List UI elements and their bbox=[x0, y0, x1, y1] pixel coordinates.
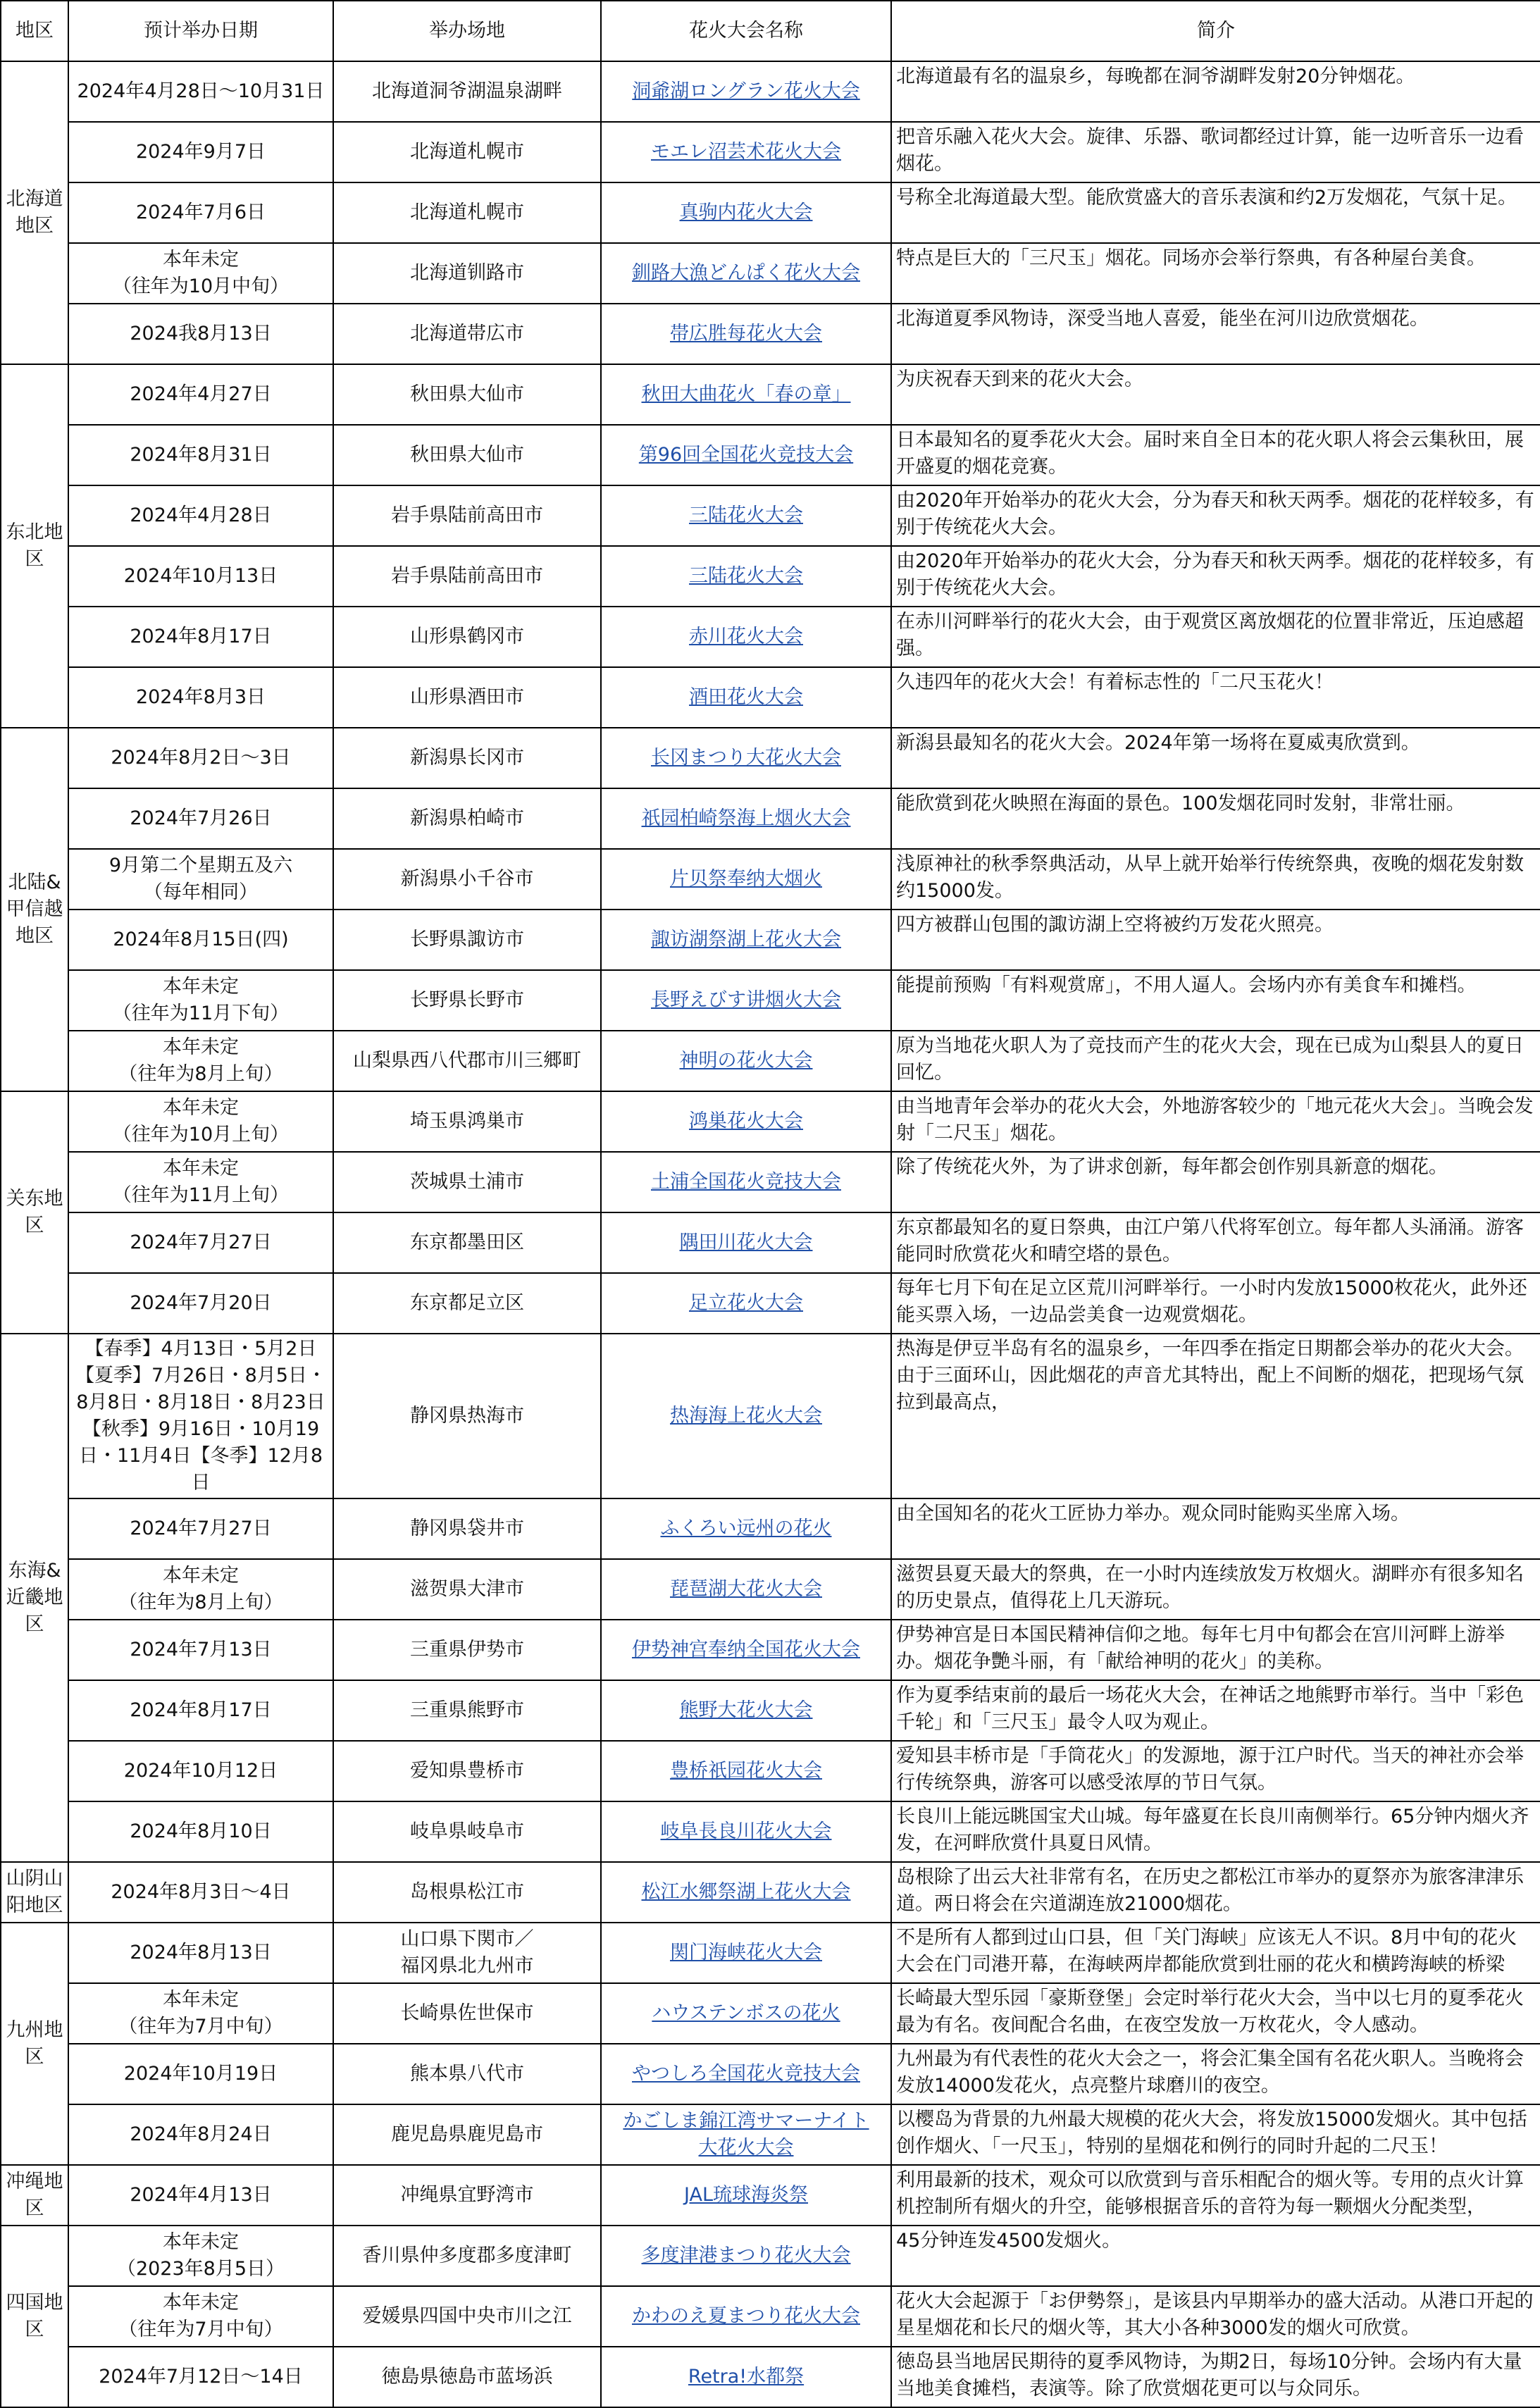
date-cell: 2024年8月3日 bbox=[68, 667, 333, 728]
intro-cell: 长良川上能远眺国宝犬山城。每年盛夏在长良川南侧举行。65分钟内烟火齐发，在河畔欣赏什具夏日风情。 bbox=[891, 1801, 1540, 1862]
venue-cell: 山形県鹤冈市 bbox=[333, 607, 601, 667]
intro-cell: 滋贺县夏天最大的祭典，在一小时内连续放发万枚烟火。湖畔亦有很多知名的历史景点，值得花上几天游玩。 bbox=[891, 1559, 1540, 1620]
table-row bbox=[1, 970, 1540, 1031]
intro-cell: 岛根除了出云大社非常有名，在历史之都松江市举办的夏祭亦为旅客津津乐道。两日将会在宍道湖连放21000烟花。 bbox=[891, 1862, 1540, 1923]
table-row bbox=[1, 1862, 1540, 1923]
header-venue: 举办场地 bbox=[333, 1, 601, 61]
date-cell: 2024年8月2日～3日 bbox=[68, 728, 333, 788]
venue-cell: 北海道钏路市 bbox=[333, 243, 601, 304]
intro-cell: 除了传统花火外，为了讲求创新，每年都会创作别具新意的烟花。 bbox=[891, 1152, 1540, 1212]
table-row bbox=[1, 728, 1540, 788]
venue-cell: 徳島県徳島市蓝场浜 bbox=[333, 2347, 601, 2407]
event-name-link[interactable]: 洞爺湖ロングラン花火大会 bbox=[601, 61, 891, 122]
date-cell: 2024年4月13日 bbox=[68, 2165, 333, 2226]
date-cell: 2024年10月19日 bbox=[68, 2044, 333, 2104]
region-cell: 东海&近畿地区 bbox=[1, 1334, 68, 1862]
event-name-link[interactable]: 隅田川花火大会 bbox=[601, 1212, 891, 1273]
header-date: 预计举办日期 bbox=[68, 1, 333, 61]
event-name-link[interactable]: 酒田花火大会 bbox=[601, 667, 891, 728]
table-row bbox=[1, 425, 1540, 485]
event-name-link[interactable]: やつしろ全国花火竞技大会 bbox=[601, 2044, 891, 2104]
date-cell: 2024我8月13日 bbox=[68, 304, 333, 364]
date-cell: 本年未定 （往年为8月上旬） bbox=[68, 1559, 333, 1620]
intro-cell: 徳岛县当地居民期待的夏季风物诗，为期2日，每场10分钟。会场内有大量当地美食摊档，表演等。除了欣赏烟花更可以与众同乐。 bbox=[891, 2347, 1540, 2407]
date-cell: 2024年8月15日(四) bbox=[68, 910, 333, 970]
intro-cell: 原为当地花火职人为了竞技而产生的花火大会，现在已成为山梨县人的夏日回忆。 bbox=[891, 1031, 1540, 1091]
table-row bbox=[1, 1559, 1540, 1620]
date-cell: 2024年7月26日 bbox=[68, 788, 333, 849]
venue-cell: 秋田県大仙市 bbox=[333, 364, 601, 425]
date-cell: 2024年4月28日～10月31日 bbox=[68, 61, 333, 122]
region-cell: 四国地区 bbox=[1, 2226, 68, 2407]
region-cell: 冲绳地区 bbox=[1, 2165, 68, 2226]
venue-cell: 长野県諏访市 bbox=[333, 910, 601, 970]
date-cell: 2024年8月3日～4日 bbox=[68, 1862, 333, 1923]
event-name-link[interactable]: モエレ沼芸术花火大会 bbox=[601, 122, 891, 182]
intro-cell: 长崎最大型乐园「豪斯登堡」会定时举行花火大会，当中以七月的夏季花火最为有名。夜间配合名曲，在夜空发放一万枚花火，令人感动。 bbox=[891, 1983, 1540, 2044]
venue-cell: 东京都足立区 bbox=[333, 1273, 601, 1334]
event-name-link[interactable]: 真驹内花火大会 bbox=[601, 182, 891, 243]
venue-cell: 岩手県陆前高田市 bbox=[333, 546, 601, 607]
header-event-name: 花火大会名称 bbox=[601, 1, 891, 61]
event-name-link[interactable]: 神明の花火大会 bbox=[601, 1031, 891, 1091]
date-cell: 2024年8月24日 bbox=[68, 2104, 333, 2165]
header-intro: 简介 bbox=[891, 1, 1540, 61]
intro-cell: 不是所有人都到过山口县，但「关门海峡」应该无人不识。8月中旬的花火大会在门司港开幕，在海峡两岸都能欣赏到壮丽的花火和横跨海峡的桥梁 bbox=[891, 1923, 1540, 1983]
header-region: 地区 bbox=[1, 1, 68, 61]
date-cell: 本年未定 （往年为10月中旬） bbox=[68, 243, 333, 304]
header-row bbox=[1, 1, 1540, 61]
date-cell: 2024年8月17日 bbox=[68, 1680, 333, 1741]
venue-cell: 北海道札幌市 bbox=[333, 122, 601, 182]
table-row bbox=[1, 849, 1540, 910]
date-cell: 本年未定 （往年为11月上旬） bbox=[68, 1152, 333, 1212]
venue-cell: 山梨県西八代郡市川三郷町 bbox=[333, 1031, 601, 1091]
intro-cell: 以樱岛为背景的九州最大规模的花火大会，将发放15000发烟火。其中包括创作烟火、「一尺玉」，特别的星烟花和例行的同时升起的二尺玉！ bbox=[891, 2104, 1540, 2165]
table-row bbox=[1, 364, 1540, 425]
intro-cell: 把音乐融入花火大会。旋律、乐器、歌词都经过计算，能一边听音乐一边看烟花。 bbox=[891, 122, 1540, 182]
date-cell: 2024年7月6日 bbox=[68, 182, 333, 243]
event-name-link[interactable]: 熊野大花火大会 bbox=[601, 1680, 891, 1741]
event-name-link[interactable]: かごしま錦江湾サマーナイト 大花火大会 bbox=[601, 2104, 891, 2165]
date-cell: 本年未定 （往年为10月上旬） bbox=[68, 1091, 333, 1152]
table-row bbox=[1, 910, 1540, 970]
venue-cell: 埼玉県鸿巣市 bbox=[333, 1091, 601, 1152]
intro-cell: 四方被群山包围的諏访湖上空将被约万发花火照亮。 bbox=[891, 910, 1540, 970]
intro-cell: 由2020年开始举办的花火大会，分为春天和秋天两季。烟花的花样较多，有别于传统花火大会。 bbox=[891, 546, 1540, 607]
intro-cell: 新潟县最知名的花火大会。2024年第一场将在夏威夷欣赏到。 bbox=[891, 728, 1540, 788]
event-name-link[interactable]: 三陆花火大会 bbox=[601, 546, 891, 607]
venue-cell: 山形県酒田市 bbox=[333, 667, 601, 728]
table-row bbox=[1, 243, 1540, 304]
intro-cell: 45分钟连发4500发烟火。 bbox=[891, 2226, 1540, 2286]
table-row bbox=[1, 2347, 1540, 2407]
intro-cell: 每年七月下旬在足立区荒川河畔举行。一小时内发放15000枚花火，此外还能买票入场，一边品尝美食一边观赏烟花。 bbox=[891, 1273, 1540, 1334]
date-cell: 本年未定 （往年为7月中旬） bbox=[68, 2286, 333, 2347]
table-row bbox=[1, 2226, 1540, 2286]
intro-cell: 利用最新的技术，观众可以欣赏到与音乐相配合的烟火等。专用的点火计算机控制所有烟火的升空，能够根据音乐的音符为每一颗烟火分配类型， bbox=[891, 2165, 1540, 2226]
table-row bbox=[1, 1741, 1540, 1801]
table-row bbox=[1, 122, 1540, 182]
venue-cell: 三重県伊势市 bbox=[333, 1620, 601, 1680]
table-row bbox=[1, 1801, 1540, 1862]
table-row bbox=[1, 546, 1540, 607]
venue-cell: 长野県长野市 bbox=[333, 970, 601, 1031]
table-row bbox=[1, 2044, 1540, 2104]
event-name-link[interactable]: 片贝祭奉纳大烟火 bbox=[601, 849, 891, 910]
venue-cell: 岩手県陆前高田市 bbox=[333, 485, 601, 546]
date-cell: 本年未定 （往年为7月中旬） bbox=[68, 1983, 333, 2044]
event-name-link[interactable]: かわのえ夏まつり花火大会 bbox=[601, 2286, 891, 2347]
venue-cell: 北海道洞爷湖温泉湖畔 bbox=[333, 61, 601, 122]
venue-cell: 山口県下関市／ 福冈県北九州市 bbox=[333, 1923, 601, 1983]
event-name-link[interactable]: 岐阜長良川花火大会 bbox=[601, 1801, 891, 1862]
region-cell: 东北地区 bbox=[1, 364, 68, 728]
table-row bbox=[1, 182, 1540, 243]
table-row bbox=[1, 667, 1540, 728]
intro-cell: 北海道夏季风物诗，深受当地人喜爱，能坐在河川边欣赏烟花。 bbox=[891, 304, 1540, 364]
intro-cell: 花火大会起源于「お伊勢祭」，是该县内早期举办的盛大活动。从港口开起的星星烟花和长尺的烟火等，其大小各种3000发的烟火可欣赏。 bbox=[891, 2286, 1540, 2347]
venue-cell: 长崎県佐世保市 bbox=[333, 1983, 601, 2044]
region-cell: 九州地区 bbox=[1, 1923, 68, 2165]
event-name-link[interactable]: 三陆花火大会 bbox=[601, 485, 891, 546]
venue-cell: 静冈県热海市 bbox=[333, 1334, 601, 1498]
date-cell: 2024年8月17日 bbox=[68, 607, 333, 667]
date-cell: 2024年4月27日 bbox=[68, 364, 333, 425]
date-cell: 本年未定 （2023年8月5日） bbox=[68, 2226, 333, 2286]
intro-cell: 在赤川河畔举行的花火大会，由于观赏区离放烟花的位置非常近，压迫感超强。 bbox=[891, 607, 1540, 667]
date-cell: 2024年7月20日 bbox=[68, 1273, 333, 1334]
venue-cell: 爱媛県四国中央市川之江 bbox=[333, 2286, 601, 2347]
date-cell: 2024年7月13日 bbox=[68, 1620, 333, 1680]
date-cell: 9月第二个星期五及六 （每年相同） bbox=[68, 849, 333, 910]
table-row bbox=[1, 1680, 1540, 1741]
venue-cell: 北海道札幌市 bbox=[333, 182, 601, 243]
event-name-link[interactable]: 祇园柏崎祭海上烟火大会 bbox=[601, 788, 891, 849]
region-cell: 山阴山阳地区 bbox=[1, 1862, 68, 1923]
table-row bbox=[1, 1923, 1540, 1983]
event-name-link[interactable]: 琵琶湖大花火大会 bbox=[601, 1559, 891, 1620]
table-row bbox=[1, 607, 1540, 667]
table-row bbox=[1, 1031, 1540, 1091]
event-name-link[interactable]: 多度津港まつり花火大会 bbox=[601, 2226, 891, 2286]
table-row bbox=[1, 1620, 1540, 1680]
event-name-link[interactable]: 长冈まつり大花火大会 bbox=[601, 728, 891, 788]
date-cell: 2024年10月12日 bbox=[68, 1741, 333, 1801]
intro-cell: 特点是巨大的「三尺玉」烟花。同场亦会举行祭典，有各种屋台美食。 bbox=[891, 243, 1540, 304]
intro-cell: 为庆祝春天到来的花火大会。 bbox=[891, 364, 1540, 425]
event-name-link[interactable]: Retra!水都祭 bbox=[601, 2347, 891, 2407]
event-name-link[interactable]: 長野えびす讲烟火大会 bbox=[601, 970, 891, 1031]
date-cell: 2024年9月7日 bbox=[68, 122, 333, 182]
intro-cell: 作为夏季结束前的最后一场花火大会，在神话之地熊野市举行。当中「彩色千轮」和「三尺玉」最令人叹为观止。 bbox=[891, 1680, 1540, 1741]
event-name-link[interactable]: 鸿巣花火大会 bbox=[601, 1091, 891, 1152]
venue-cell: 新潟県柏崎市 bbox=[333, 788, 601, 849]
event-name-link[interactable]: 土浦全国花火竞技大会 bbox=[601, 1152, 891, 1212]
event-name-link[interactable]: ふくろい远州の花火 bbox=[601, 1498, 891, 1559]
venue-cell: 东京都墨田区 bbox=[333, 1212, 601, 1273]
date-cell: 本年未定 （往年为11月下旬） bbox=[68, 970, 333, 1031]
intro-cell: 能提前预购「有料观赏席」，不用人逼人。会场内亦有美食车和摊档。 bbox=[891, 970, 1540, 1031]
event-name-link[interactable]: 秋田大曲花火「春の章」 bbox=[601, 364, 891, 425]
intro-cell: 热海是伊豆半岛有名的温泉乡，一年四季在指定日期都会举办的花火大会。由于三面环山，因此烟花的声音尤其特出，配上不间断的烟花，把现场气氛拉到最高点， bbox=[891, 1334, 1540, 1498]
intro-cell: 九州最为有代表性的花火大会之一，将会汇集全国有名花火职人。当晚将会发放14000发花火，点亮整片球磨川的夜空。 bbox=[891, 2044, 1540, 2104]
venue-cell: 岐阜県岐阜市 bbox=[333, 1801, 601, 1862]
event-name-link[interactable]: 帯広胜每花火大会 bbox=[601, 304, 891, 364]
intro-cell: 能欣赏到花火映照在海面的景色。100发烟花同时发射，非常壮丽。 bbox=[891, 788, 1540, 849]
table-row bbox=[1, 1152, 1540, 1212]
table-row bbox=[1, 1091, 1540, 1152]
venue-cell: 冲绳県宜野湾市 bbox=[333, 2165, 601, 2226]
table-row bbox=[1, 2286, 1540, 2347]
intro-cell: 伊势神宫是日本国民精神信仰之地。每年七月中旬都会在宫川河畔上游举办。烟花争艷斗丽，有「献给神明的花火」的美称。 bbox=[891, 1620, 1540, 1680]
intro-cell: 号称全北海道最大型。能欣赏盛大的音乐表演和约2万发烟花，气氛十足。 bbox=[891, 182, 1540, 243]
date-cell: 2024年8月10日 bbox=[68, 1801, 333, 1862]
intro-cell: 由2020年开始举办的花火大会，分为春天和秋天两季。烟花的花样较多，有别于传统花火大会。 bbox=[891, 485, 1540, 546]
event-name-link[interactable]: 諏访湖祭湖上花火大会 bbox=[601, 910, 891, 970]
venue-cell: 熊本県八代市 bbox=[333, 2044, 601, 2104]
table-row bbox=[1, 485, 1540, 546]
date-cell: 2024年8月13日 bbox=[68, 1923, 333, 1983]
venue-cell: 新潟県小千谷市 bbox=[333, 849, 601, 910]
table-row bbox=[1, 61, 1540, 122]
date-cell: 2024年7月12日～14日 bbox=[68, 2347, 333, 2407]
venue-cell: 静冈県袋井市 bbox=[333, 1498, 601, 1559]
intro-cell: 日本最知名的夏季花火大会。届时来自全日本的花火职人将会云集秋田，展开盛夏的烟花竞赛。 bbox=[891, 425, 1540, 485]
date-cell: 【春季】4月13日・5月2日【夏季】7月26日・8月5日・8月8日・8月18日・8月23日【秋季】9月16日・10月19日・11月4日【冬季】12月8日 bbox=[68, 1334, 333, 1498]
event-name-link[interactable]: 松江水郷祭湖上花火大会 bbox=[601, 1862, 891, 1923]
intro-cell: 浅原神社的秋季祭典活动，从早上就开始举行传统祭典，夜晚的烟花发射数约15000发。 bbox=[891, 849, 1540, 910]
event-name-link[interactable]: 豊桥祇园花火大会 bbox=[601, 1741, 891, 1801]
table-row bbox=[1, 1273, 1540, 1334]
date-cell: 2024年4月28日 bbox=[68, 485, 333, 546]
event-name-link[interactable]: ハウステンボスの花火 bbox=[601, 1983, 891, 2044]
date-cell: 2024年8月31日 bbox=[68, 425, 333, 485]
venue-cell: 岛根県松江市 bbox=[333, 1862, 601, 1923]
venue-cell: 茨城県土浦市 bbox=[333, 1152, 601, 1212]
intro-cell: 爱知县丰桥市是「手筒花火」的发源地，源于江户时代。当天的神社亦会举行传统祭典，游客可以感受浓厚的节日气氛。 bbox=[891, 1741, 1540, 1801]
intro-cell: 东京都最知名的夏日祭典，由江户第八代将军创立。每年都人头涌涌。游客能同时欣赏花火和晴空塔的景色。 bbox=[891, 1212, 1540, 1273]
venue-cell: 秋田県大仙市 bbox=[333, 425, 601, 485]
venue-cell: 鹿児島県鹿児島市 bbox=[333, 2104, 601, 2165]
date-cell: 本年未定 （往年为8月上旬） bbox=[68, 1031, 333, 1091]
intro-cell: 北海道最有名的温泉乡，每晚都在洞爷湖畔发射20分钟烟花。 bbox=[891, 61, 1540, 122]
event-name-link[interactable]: 伊势神宫奉纳全国花火大会 bbox=[601, 1620, 891, 1680]
table-row bbox=[1, 2165, 1540, 2226]
table-row bbox=[1, 1334, 1540, 1498]
event-name-link[interactable]: 热海海上花火大会 bbox=[601, 1334, 891, 1498]
table-row bbox=[1, 1983, 1540, 2044]
date-cell: 2024年10月13日 bbox=[68, 546, 333, 607]
date-cell: 2024年7月27日 bbox=[68, 1212, 333, 1273]
event-name-link[interactable]: 赤川花火大会 bbox=[601, 607, 891, 667]
table-body bbox=[1, 61, 1540, 2407]
date-cell: 2024年7月27日 bbox=[68, 1498, 333, 1559]
event-name-link[interactable]: 関门海峡花火大会 bbox=[601, 1923, 891, 1983]
intro-cell: 由当地青年会举办的花火大会，外地游客较少的「地元花火大会」。当晚会发射「二尺玉」烟花。 bbox=[891, 1091, 1540, 1152]
event-name-link[interactable]: 第96回全国花火竞技大会 bbox=[601, 425, 891, 485]
table-row bbox=[1, 2104, 1540, 2165]
venue-cell: 北海道帯広市 bbox=[333, 304, 601, 364]
event-name-link[interactable]: 足立花火大会 bbox=[601, 1273, 891, 1334]
venue-cell: 爱知県豊桥市 bbox=[333, 1741, 601, 1801]
table-row bbox=[1, 304, 1540, 364]
region-cell: 北海道地区 bbox=[1, 61, 68, 364]
table-row bbox=[1, 1212, 1540, 1273]
venue-cell: 三重県熊野市 bbox=[333, 1680, 601, 1741]
table-row bbox=[1, 788, 1540, 849]
intro-cell: 由全国知名的花火工匠协力举办。观众同时能购买坐席入场。 bbox=[891, 1498, 1540, 1559]
region-cell: 关东地区 bbox=[1, 1091, 68, 1334]
venue-cell: 滋贺県大津市 bbox=[333, 1559, 601, 1620]
venue-cell: 香川県仲多度郡多度津町 bbox=[333, 2226, 601, 2286]
event-name-link[interactable]: 釧路大漁どんぱく花火大会 bbox=[601, 243, 891, 304]
region-cell: 北陆&甲信越地区 bbox=[1, 728, 68, 1091]
intro-cell: 久违四年的花火大会！有着标志性的「二尺玉花火！ bbox=[891, 667, 1540, 728]
event-name-link[interactable]: JAL琉球海炎祭 bbox=[601, 2165, 891, 2226]
table-row bbox=[1, 1498, 1540, 1559]
venue-cell: 新潟県长冈市 bbox=[333, 728, 601, 788]
